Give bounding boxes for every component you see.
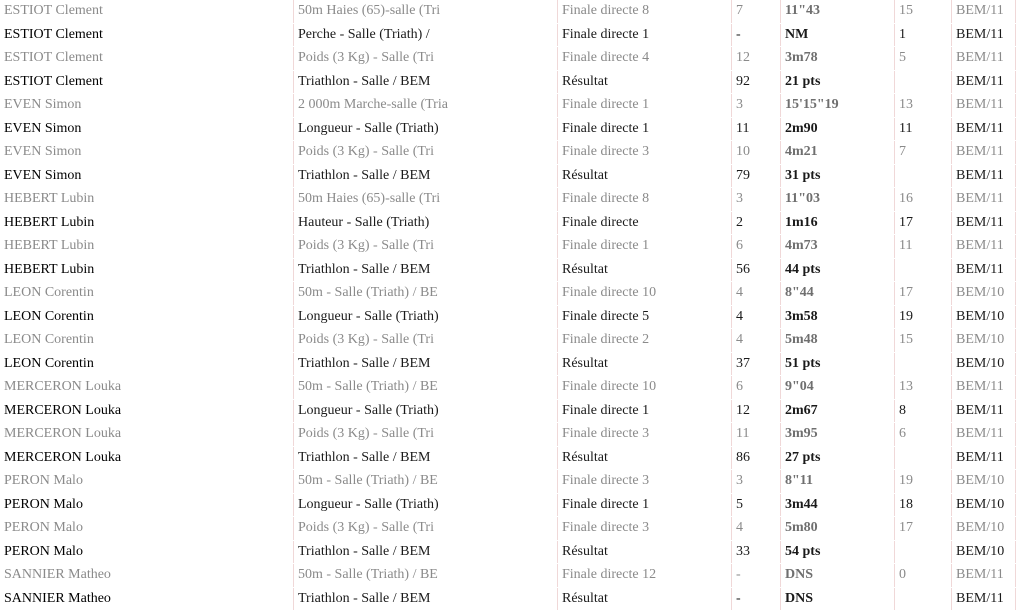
cell-round: Finale directe 1 — [558, 399, 732, 423]
cell-performance: DNS — [781, 587, 895, 610]
cell-category: BEM/10 — [952, 329, 1016, 353]
cell-athlete: SANNIER Matheo — [0, 564, 294, 588]
cell-round: Finale directe 12 — [558, 564, 732, 588]
cell-points: 19 — [895, 470, 952, 494]
cell-athlete: MERCERON Louka — [0, 446, 294, 470]
cell-event: Hauteur - Salle (Triath) — [294, 211, 558, 235]
cell-event: Poids (3 Kg) - Salle (Tri — [294, 235, 558, 259]
cell-category: BEM/11 — [952, 70, 1016, 94]
cell-event: 50m - Salle (Triath) / BE — [294, 282, 558, 306]
cell-rank: 6 — [732, 376, 781, 400]
cell-athlete: PERON Malo — [0, 493, 294, 517]
cell-category: BEM/11 — [952, 23, 1016, 47]
cell-event: Poids (3 Kg) - Salle (Tri — [294, 423, 558, 447]
cell-points — [895, 164, 952, 188]
cell-event: Poids (3 Kg) - Salle (Tri — [294, 517, 558, 541]
cell-category: BEM/11 — [952, 564, 1016, 588]
cell-rank: 7 — [732, 0, 781, 23]
cell-rank: 10 — [732, 141, 781, 165]
cell-rank: - — [732, 587, 781, 610]
table-row[interactable] — [0, 564, 1016, 588]
cell-round: Finale directe 5 — [558, 305, 732, 329]
cell-round: Finale directe 3 — [558, 470, 732, 494]
cell-points — [895, 258, 952, 282]
cell-event: Triathlon - Salle / BEM — [294, 540, 558, 564]
cell-points: 13 — [895, 376, 952, 400]
table-row[interactable] — [0, 94, 1016, 118]
table-row[interactable] — [0, 587, 1016, 610]
cell-performance: 9"04 — [781, 376, 895, 400]
cell-athlete: ESTIOT Clement — [0, 23, 294, 47]
cell-rank: 4 — [732, 517, 781, 541]
cell-round: Finale directe 10 — [558, 282, 732, 306]
cell-event: 50m - Salle (Triath) / BE — [294, 564, 558, 588]
cell-points: 17 — [895, 517, 952, 541]
cell-rank: 79 — [732, 164, 781, 188]
cell-round: Résultat — [558, 352, 732, 376]
cell-athlete: LEON Corentin — [0, 305, 294, 329]
cell-points: 18 — [895, 493, 952, 517]
cell-athlete: PERON Malo — [0, 517, 294, 541]
cell-performance: 8"44 — [781, 282, 895, 306]
cell-category: BEM/10 — [952, 493, 1016, 517]
cell-points: 15 — [895, 0, 952, 23]
cell-round: Finale directe 2 — [558, 329, 732, 353]
cell-event: Longueur - Salle (Triath) — [294, 305, 558, 329]
cell-athlete: ESTIOT Clement — [0, 47, 294, 71]
cell-points — [895, 540, 952, 564]
cell-rank: 33 — [732, 540, 781, 564]
table-row[interactable] — [0, 141, 1016, 165]
cell-performance: 4m73 — [781, 235, 895, 259]
cell-points — [895, 70, 952, 94]
cell-performance: 5m80 — [781, 517, 895, 541]
cell-athlete: EVEN Simon — [0, 164, 294, 188]
cell-category: BEM/11 — [952, 0, 1016, 23]
cell-round: Finale directe 8 — [558, 0, 732, 23]
cell-round: Finale directe 10 — [558, 376, 732, 400]
cell-rank: 4 — [732, 329, 781, 353]
cell-points: 19 — [895, 305, 952, 329]
table-row[interactable] — [0, 470, 1016, 494]
table-row[interactable] — [0, 23, 1016, 47]
cell-category: BEM/11 — [952, 376, 1016, 400]
cell-performance: 44 pts — [781, 258, 895, 282]
cell-round: Résultat — [558, 258, 732, 282]
cell-event: 2 000m Marche-salle (Tria — [294, 94, 558, 118]
cell-athlete: ESTIOT Clement — [0, 0, 294, 23]
cell-athlete: EVEN Simon — [0, 94, 294, 118]
cell-rank: 12 — [732, 399, 781, 423]
cell-performance: 21 pts — [781, 70, 895, 94]
cell-category: BEM/11 — [952, 258, 1016, 282]
cell-category: BEM/11 — [952, 164, 1016, 188]
table-row[interactable] — [0, 352, 1016, 376]
cell-event: Longueur - Salle (Triath) — [294, 117, 558, 141]
cell-performance: 51 pts — [781, 352, 895, 376]
cell-athlete: HEBERT Lubin — [0, 211, 294, 235]
cell-event: Triathlon - Salle / BEM — [294, 258, 558, 282]
cell-athlete: LEON Corentin — [0, 329, 294, 353]
cell-rank: 3 — [732, 470, 781, 494]
cell-category: BEM/11 — [952, 235, 1016, 259]
cell-event: Poids (3 Kg) - Salle (Tri — [294, 141, 558, 165]
cell-athlete: HEBERT Lubin — [0, 258, 294, 282]
cell-performance: 3m95 — [781, 423, 895, 447]
cell-category: BEM/11 — [952, 587, 1016, 610]
cell-performance: 15'15"19 — [781, 94, 895, 118]
cell-rank: 56 — [732, 258, 781, 282]
cell-points: 0 — [895, 564, 952, 588]
cell-points — [895, 352, 952, 376]
table-row[interactable] — [0, 305, 1016, 329]
cell-points: 13 — [895, 94, 952, 118]
cell-points — [895, 587, 952, 610]
cell-round: Finale directe 1 — [558, 493, 732, 517]
table-row[interactable] — [0, 423, 1016, 447]
table-row[interactable] — [0, 517, 1016, 541]
table-row[interactable] — [0, 70, 1016, 94]
cell-athlete: EVEN Simon — [0, 141, 294, 165]
cell-rank: 3 — [732, 188, 781, 212]
cell-event: Triathlon - Salle / BEM — [294, 70, 558, 94]
cell-event: Triathlon - Salle / BEM — [294, 164, 558, 188]
cell-round: Finale directe 3 — [558, 423, 732, 447]
cell-athlete: PERON Malo — [0, 540, 294, 564]
table-row[interactable] — [0, 399, 1016, 423]
cell-round: Finale directe 3 — [558, 141, 732, 165]
cell-rank: 4 — [732, 282, 781, 306]
cell-category: BEM/10 — [952, 540, 1016, 564]
table-row[interactable] — [0, 235, 1016, 259]
cell-round: Finale directe 1 — [558, 235, 732, 259]
cell-performance: 54 pts — [781, 540, 895, 564]
cell-category: BEM/10 — [952, 352, 1016, 376]
cell-rank: 92 — [732, 70, 781, 94]
cell-category: BEM/11 — [952, 211, 1016, 235]
cell-event: Poids (3 Kg) - Salle (Tri — [294, 329, 558, 353]
cell-performance: DNS — [781, 564, 895, 588]
table-row[interactable] — [0, 282, 1016, 306]
cell-points: 7 — [895, 141, 952, 165]
table-row[interactable] — [0, 117, 1016, 141]
table-row[interactable] — [0, 164, 1016, 188]
cell-performance: 1m16 — [781, 211, 895, 235]
cell-performance: 31 pts — [781, 164, 895, 188]
cell-event: Longueur - Salle (Triath) — [294, 399, 558, 423]
table-row[interactable] — [0, 211, 1016, 235]
cell-event: Perche - Salle (Triath) / — [294, 23, 558, 47]
table-row[interactable] — [0, 376, 1016, 400]
cell-points: 1 — [895, 23, 952, 47]
cell-event: 50m - Salle (Triath) / BE — [294, 376, 558, 400]
cell-round: Finale directe 1 — [558, 117, 732, 141]
cell-category: BEM/11 — [952, 446, 1016, 470]
cell-performance: 3m44 — [781, 493, 895, 517]
table-row[interactable] — [0, 493, 1016, 517]
cell-round: Résultat — [558, 70, 732, 94]
cell-athlete: PERON Malo — [0, 470, 294, 494]
cell-category: BEM/11 — [952, 399, 1016, 423]
cell-category: BEM/10 — [952, 470, 1016, 494]
table-row[interactable] — [0, 540, 1016, 564]
cell-round: Finale directe 3 — [558, 517, 732, 541]
cell-performance: NM — [781, 23, 895, 47]
cell-performance: 3m58 — [781, 305, 895, 329]
cell-athlete: MERCERON Louka — [0, 376, 294, 400]
cell-performance: 11"03 — [781, 188, 895, 212]
cell-athlete: EVEN Simon — [0, 117, 294, 141]
cell-points: 5 — [895, 47, 952, 71]
cell-performance: 4m21 — [781, 141, 895, 165]
cell-category: BEM/10 — [952, 517, 1016, 541]
cell-points: 6 — [895, 423, 952, 447]
cell-rank: 3 — [732, 94, 781, 118]
table-row[interactable] — [0, 329, 1016, 353]
cell-event: Triathlon - Salle / BEM — [294, 352, 558, 376]
cell-round: Résultat — [558, 540, 732, 564]
cell-performance: 2m90 — [781, 117, 895, 141]
cell-performance: 2m67 — [781, 399, 895, 423]
cell-performance: 5m48 — [781, 329, 895, 353]
cell-round: Finale directe 4 — [558, 47, 732, 71]
cell-event: 50m Haies (65)-salle (Tri — [294, 188, 558, 212]
cell-rank: 6 — [732, 235, 781, 259]
cell-points: 11 — [895, 117, 952, 141]
cell-points: 17 — [895, 211, 952, 235]
cell-rank: 37 — [732, 352, 781, 376]
cell-rank: 5 — [732, 493, 781, 517]
cell-round: Résultat — [558, 446, 732, 470]
cell-event: Longueur - Salle (Triath) — [294, 493, 558, 517]
cell-athlete: LEON Corentin — [0, 282, 294, 306]
cell-performance: 3m78 — [781, 47, 895, 71]
cell-event: Triathlon - Salle / BEM — [294, 446, 558, 470]
cell-category: BEM/10 — [952, 305, 1016, 329]
cell-performance: 27 pts — [781, 446, 895, 470]
cell-points: 17 — [895, 282, 952, 306]
cell-points: 15 — [895, 329, 952, 353]
cell-points: 16 — [895, 188, 952, 212]
cell-rank: - — [732, 23, 781, 47]
cell-event: Triathlon - Salle / BEM — [294, 587, 558, 610]
cell-athlete: MERCERON Louka — [0, 399, 294, 423]
cell-rank: 86 — [732, 446, 781, 470]
cell-event: 50m Haies (65)-salle (Tri — [294, 0, 558, 23]
cell-athlete: HEBERT Lubin — [0, 188, 294, 212]
cell-category: BEM/11 — [952, 188, 1016, 212]
cell-athlete: MERCERON Louka — [0, 423, 294, 447]
cell-event: Poids (3 Kg) - Salle (Tri — [294, 47, 558, 71]
cell-points: 8 — [895, 399, 952, 423]
table-row[interactable] — [0, 446, 1016, 470]
cell-rank: 11 — [732, 117, 781, 141]
cell-rank: 4 — [732, 305, 781, 329]
cell-athlete: LEON Corentin — [0, 352, 294, 376]
cell-round: Finale directe — [558, 211, 732, 235]
cell-athlete: HEBERT Lubin — [0, 235, 294, 259]
cell-performance: 11"43 — [781, 0, 895, 23]
table-row[interactable] — [0, 0, 1016, 23]
cell-round: Résultat — [558, 587, 732, 610]
cell-rank: 11 — [732, 423, 781, 447]
cell-points — [895, 446, 952, 470]
table-row[interactable] — [0, 258, 1016, 282]
cell-category: BEM/11 — [952, 117, 1016, 141]
cell-points: 11 — [895, 235, 952, 259]
cell-rank: - — [732, 564, 781, 588]
cell-rank: 2 — [732, 211, 781, 235]
cell-category: BEM/11 — [952, 141, 1016, 165]
table-row[interactable] — [0, 47, 1016, 71]
cell-round: Finale directe 8 — [558, 188, 732, 212]
cell-event: 50m - Salle (Triath) / BE — [294, 470, 558, 494]
cell-round: Finale directe 1 — [558, 94, 732, 118]
cell-performance: 8"11 — [781, 470, 895, 494]
cell-round: Finale directe 1 — [558, 23, 732, 47]
cell-round: Résultat — [558, 164, 732, 188]
cell-rank: 12 — [732, 47, 781, 71]
cell-category: BEM/10 — [952, 282, 1016, 306]
cell-category: BEM/11 — [952, 94, 1016, 118]
table-row[interactable] — [0, 188, 1016, 212]
cell-category: BEM/11 — [952, 47, 1016, 71]
cell-athlete: SANNIER Matheo — [0, 587, 294, 610]
cell-athlete: ESTIOT Clement — [0, 70, 294, 94]
cell-category: BEM/11 — [952, 423, 1016, 447]
